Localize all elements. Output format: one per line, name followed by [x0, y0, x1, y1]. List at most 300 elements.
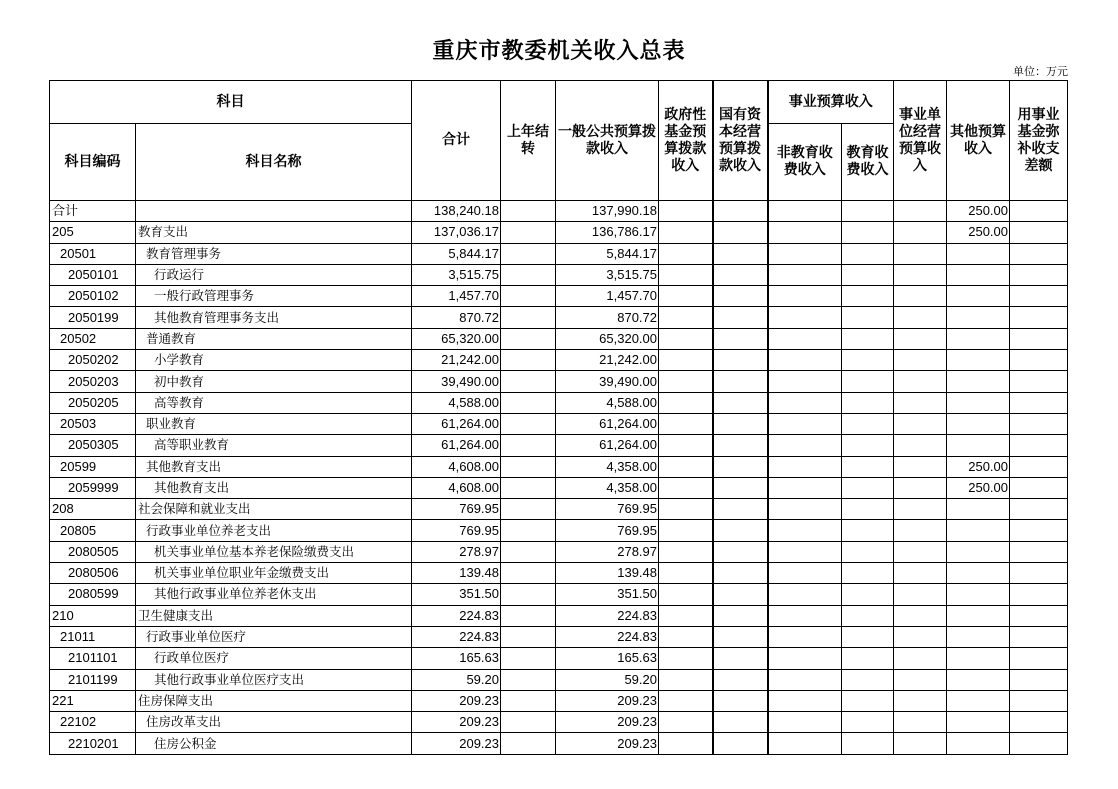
cell-operating — [894, 499, 947, 520]
table-row — [50, 605, 1068, 626]
cell-total: 209.23 — [412, 712, 501, 733]
cell-state-owned — [713, 435, 768, 456]
table-row — [50, 626, 1068, 647]
cell-other — [947, 350, 1010, 371]
cell-edu — [842, 499, 894, 520]
table-row — [50, 648, 1068, 669]
cell-name: 住房保障支出 — [136, 690, 412, 711]
cell-operating — [894, 307, 947, 328]
cell-operating — [894, 584, 947, 605]
cell-carryover — [501, 584, 556, 605]
cell-operating — [894, 733, 947, 754]
cell-fund-balance — [1010, 541, 1068, 562]
cell-total: 139.48 — [412, 563, 501, 584]
cell-fund-balance — [1010, 350, 1068, 371]
cell-gov-fund — [659, 712, 713, 733]
cell-state-owned — [713, 243, 768, 264]
cell-operating — [894, 669, 947, 690]
cell-carryover — [501, 201, 556, 222]
cell-carryover — [501, 350, 556, 371]
cell-state-owned — [713, 201, 768, 222]
cell-code: 2080599 — [50, 584, 136, 605]
header-state-owned: 国有资本经营预算拨款收入 — [713, 81, 768, 201]
cell-carryover — [501, 435, 556, 456]
cell-gov-fund — [659, 626, 713, 647]
cell-general-budget: 21,242.00 — [556, 350, 659, 371]
table-row — [50, 541, 1068, 562]
cell-name: 机关事业单位职业年金缴费支出 — [136, 563, 412, 584]
cell-state-owned — [713, 328, 768, 349]
cell-carryover — [501, 264, 556, 285]
cell-fund-balance — [1010, 733, 1068, 754]
cell-fund-balance — [1010, 563, 1068, 584]
cell-other — [947, 435, 1010, 456]
cell-state-owned — [713, 520, 768, 541]
table-row — [50, 243, 1068, 264]
cell-non-edu — [768, 456, 842, 477]
cell-operating — [894, 328, 947, 349]
table-row — [50, 413, 1068, 434]
cell-total: 224.83 — [412, 605, 501, 626]
cell-name: 机关事业单位基本养老保险缴费支出 — [136, 541, 412, 562]
cell-non-edu — [768, 413, 842, 434]
cell-general-budget: 351.50 — [556, 584, 659, 605]
table-row — [50, 328, 1068, 349]
cell-operating — [894, 243, 947, 264]
cell-name: 初中教育 — [136, 371, 412, 392]
cell-total: 21,242.00 — [412, 350, 501, 371]
cell-carryover — [501, 712, 556, 733]
cell-gov-fund — [659, 222, 713, 243]
cell-total: 870.72 — [412, 307, 501, 328]
cell-non-edu — [768, 563, 842, 584]
cell-fund-balance — [1010, 371, 1068, 392]
cell-carryover — [501, 605, 556, 626]
cell-state-owned — [713, 456, 768, 477]
cell-general-budget: 137,990.18 — [556, 201, 659, 222]
cell-operating — [894, 201, 947, 222]
cell-name: 其他教育管理事务支出 — [136, 307, 412, 328]
header-general-budget: 一般公共预算拨款收入 — [556, 81, 659, 201]
cell-fund-balance — [1010, 222, 1068, 243]
cell-carryover — [501, 690, 556, 711]
cell-operating — [894, 413, 947, 434]
cell-code: 221 — [50, 690, 136, 711]
cell-code: 20501 — [50, 243, 136, 264]
cell-operating — [894, 435, 947, 456]
table-row — [50, 712, 1068, 733]
cell-fund-balance — [1010, 286, 1068, 307]
cell-other — [947, 264, 1010, 285]
cell-other — [947, 648, 1010, 669]
cell-edu — [842, 648, 894, 669]
cell-other — [947, 371, 1010, 392]
cell-other — [947, 690, 1010, 711]
cell-non-edu — [768, 328, 842, 349]
cell-carryover — [501, 243, 556, 264]
cell-general-budget: 59.20 — [556, 669, 659, 690]
header-subject: 科目 — [50, 81, 412, 124]
cell-fund-balance — [1010, 435, 1068, 456]
cell-state-owned — [713, 307, 768, 328]
cell-code: 2050102 — [50, 286, 136, 307]
cell-other — [947, 605, 1010, 626]
cell-name: 其他教育支出 — [136, 456, 412, 477]
cell-gov-fund — [659, 371, 713, 392]
table-row — [50, 733, 1068, 754]
cell-edu — [842, 435, 894, 456]
cell-edu — [842, 307, 894, 328]
cell-edu — [842, 350, 894, 371]
cell-operating — [894, 712, 947, 733]
cell-code: 2050305 — [50, 435, 136, 456]
cell-fund-balance — [1010, 328, 1068, 349]
cell-general-budget: 65,320.00 — [556, 328, 659, 349]
cell-code: 2080506 — [50, 563, 136, 584]
table-row — [50, 286, 1068, 307]
income-summary-table — [49, 80, 1068, 755]
cell-operating — [894, 286, 947, 307]
cell-name — [136, 201, 412, 222]
cell-general-budget: 5,844.17 — [556, 243, 659, 264]
cell-total: 278.97 — [412, 541, 501, 562]
cell-carryover — [501, 499, 556, 520]
cell-gov-fund — [659, 669, 713, 690]
cell-code: 20502 — [50, 328, 136, 349]
cell-other — [947, 392, 1010, 413]
cell-gov-fund — [659, 541, 713, 562]
cell-gov-fund — [659, 563, 713, 584]
cell-fund-balance — [1010, 243, 1068, 264]
cell-code: 2050101 — [50, 264, 136, 285]
cell-total: 138,240.18 — [412, 201, 501, 222]
cell-non-edu — [768, 371, 842, 392]
cell-state-owned — [713, 541, 768, 562]
cell-operating — [894, 648, 947, 669]
cell-general-budget: 61,264.00 — [556, 435, 659, 456]
cell-gov-fund — [659, 243, 713, 264]
cell-edu — [842, 477, 894, 498]
cell-state-owned — [713, 499, 768, 520]
cell-carryover — [501, 541, 556, 562]
cell-edu — [842, 371, 894, 392]
cell-state-owned — [713, 669, 768, 690]
cell-non-edu — [768, 712, 842, 733]
header-code: 科目编码 — [50, 124, 136, 201]
cell-edu — [842, 328, 894, 349]
cell-gov-fund — [659, 392, 713, 413]
cell-total: 769.95 — [412, 520, 501, 541]
cell-name: 其他行政事业单位养老休支出 — [136, 584, 412, 605]
cell-total: 351.50 — [412, 584, 501, 605]
cell-edu — [842, 733, 894, 754]
cell-carryover — [501, 413, 556, 434]
cell-total: 65,320.00 — [412, 328, 501, 349]
cell-state-owned — [713, 413, 768, 434]
cell-general-budget: 4,358.00 — [556, 456, 659, 477]
cell-gov-fund — [659, 733, 713, 754]
table-row — [50, 201, 1068, 222]
cell-edu — [842, 520, 894, 541]
cell-non-edu — [768, 541, 842, 562]
cell-total: 209.23 — [412, 733, 501, 754]
cell-code: 20503 — [50, 413, 136, 434]
cell-code: 21011 — [50, 626, 136, 647]
cell-non-edu — [768, 605, 842, 626]
cell-name: 行政事业单位医疗 — [136, 626, 412, 647]
cell-general-budget: 209.23 — [556, 733, 659, 754]
cell-fund-balance — [1010, 712, 1068, 733]
cell-total: 769.95 — [412, 499, 501, 520]
cell-non-edu — [768, 264, 842, 285]
cell-carryover — [501, 456, 556, 477]
cell-code: 2050199 — [50, 307, 136, 328]
cell-gov-fund — [659, 350, 713, 371]
table-row — [50, 584, 1068, 605]
cell-gov-fund — [659, 328, 713, 349]
cell-general-budget: 769.95 — [556, 499, 659, 520]
unit-label: 单位：万元 — [1013, 65, 1068, 78]
header-business-budget: 事业预算收入 — [768, 81, 894, 124]
cell-code: 2050203 — [50, 371, 136, 392]
cell-operating — [894, 371, 947, 392]
cell-gov-fund — [659, 477, 713, 498]
table-body — [50, 201, 1068, 755]
cell-operating — [894, 605, 947, 626]
cell-state-owned — [713, 264, 768, 285]
cell-total: 209.23 — [412, 690, 501, 711]
cell-operating — [894, 350, 947, 371]
cell-other — [947, 413, 1010, 434]
cell-fund-balance — [1010, 669, 1068, 690]
cell-carryover — [501, 222, 556, 243]
cell-code: 2101199 — [50, 669, 136, 690]
cell-other — [947, 520, 1010, 541]
cell-non-edu — [768, 435, 842, 456]
cell-total: 137,036.17 — [412, 222, 501, 243]
cell-operating — [894, 690, 947, 711]
cell-carryover — [501, 648, 556, 669]
cell-operating — [894, 563, 947, 584]
cell-non-edu — [768, 201, 842, 222]
table-row — [50, 392, 1068, 413]
cell-code: 22102 — [50, 712, 136, 733]
cell-fund-balance — [1010, 584, 1068, 605]
table-row — [50, 563, 1068, 584]
table-row — [50, 435, 1068, 456]
cell-non-edu — [768, 243, 842, 264]
cell-non-edu — [768, 520, 842, 541]
cell-edu — [842, 669, 894, 690]
cell-other — [947, 499, 1010, 520]
cell-general-budget: 139.48 — [556, 563, 659, 584]
cell-other: 250.00 — [947, 477, 1010, 498]
header-gov-fund: 政府性基金预算拨款收入 — [659, 81, 713, 201]
cell-gov-fund — [659, 690, 713, 711]
cell-total: 3,515.75 — [412, 264, 501, 285]
table-row — [50, 350, 1068, 371]
cell-state-owned — [713, 712, 768, 733]
cell-other — [947, 563, 1010, 584]
table-row — [50, 520, 1068, 541]
cell-operating — [894, 264, 947, 285]
cell-operating — [894, 456, 947, 477]
cell-gov-fund — [659, 201, 713, 222]
cell-gov-fund — [659, 520, 713, 541]
header-non-edu: 非教育收费收入 — [768, 124, 842, 201]
cell-carryover — [501, 563, 556, 584]
cell-code: 210 — [50, 605, 136, 626]
cell-edu — [842, 690, 894, 711]
cell-total: 224.83 — [412, 626, 501, 647]
cell-general-budget: 4,358.00 — [556, 477, 659, 498]
cell-name: 住房改革支出 — [136, 712, 412, 733]
cell-total: 59.20 — [412, 669, 501, 690]
cell-operating — [894, 222, 947, 243]
cell-other: 250.00 — [947, 456, 1010, 477]
cell-edu — [842, 392, 894, 413]
cell-gov-fund — [659, 648, 713, 669]
cell-carryover — [501, 307, 556, 328]
cell-carryover — [501, 477, 556, 498]
cell-name: 高等教育 — [136, 392, 412, 413]
cell-general-budget: 61,264.00 — [556, 413, 659, 434]
cell-name: 一般行政管理事务 — [136, 286, 412, 307]
page-title: 重庆市教委机关收入总表 — [432, 39, 686, 64]
cell-operating — [894, 392, 947, 413]
cell-fund-balance — [1010, 520, 1068, 541]
cell-name: 住房公积金 — [136, 733, 412, 754]
cell-edu — [842, 201, 894, 222]
cell-non-edu — [768, 733, 842, 754]
cell-total: 61,264.00 — [412, 435, 501, 456]
cell-total: 4,588.00 — [412, 392, 501, 413]
table-row — [50, 456, 1068, 477]
cell-other — [947, 307, 1010, 328]
cell-general-budget: 769.95 — [556, 520, 659, 541]
cell-other — [947, 243, 1010, 264]
cell-other — [947, 712, 1010, 733]
cell-operating — [894, 626, 947, 647]
header-fund-balance: 用事业基金弥补收支差额 — [1010, 81, 1068, 201]
table-row — [50, 264, 1068, 285]
cell-code: 205 — [50, 222, 136, 243]
cell-edu — [842, 541, 894, 562]
cell-fund-balance — [1010, 477, 1068, 498]
cell-non-edu — [768, 392, 842, 413]
cell-general-budget: 136,786.17 — [556, 222, 659, 243]
cell-non-edu — [768, 286, 842, 307]
cell-edu — [842, 605, 894, 626]
cell-total: 4,608.00 — [412, 456, 501, 477]
table-row — [50, 371, 1068, 392]
cell-code: 2050202 — [50, 350, 136, 371]
cell-fund-balance — [1010, 626, 1068, 647]
cell-name: 其他行政事业单位医疗支出 — [136, 669, 412, 690]
cell-total: 61,264.00 — [412, 413, 501, 434]
cell-code: 20599 — [50, 456, 136, 477]
cell-total: 4,608.00 — [412, 477, 501, 498]
cell-operating — [894, 520, 947, 541]
cell-carryover — [501, 733, 556, 754]
cell-carryover — [501, 328, 556, 349]
cell-edu — [842, 222, 894, 243]
cell-carryover — [501, 371, 556, 392]
cell-name: 普通教育 — [136, 328, 412, 349]
cell-fund-balance — [1010, 307, 1068, 328]
cell-carryover — [501, 286, 556, 307]
cell-fund-balance — [1010, 499, 1068, 520]
cell-non-edu — [768, 499, 842, 520]
cell-operating — [894, 477, 947, 498]
cell-general-budget: 209.23 — [556, 712, 659, 733]
header-carryover: 上年结转 — [501, 81, 556, 201]
header-total: 合计 — [412, 81, 501, 201]
cell-fund-balance — [1010, 456, 1068, 477]
cell-code: 20805 — [50, 520, 136, 541]
cell-general-budget: 209.23 — [556, 690, 659, 711]
cell-state-owned — [713, 584, 768, 605]
cell-code: 208 — [50, 499, 136, 520]
cell-code: 2101101 — [50, 648, 136, 669]
cell-name: 行政事业单位养老支出 — [136, 520, 412, 541]
table-row — [50, 690, 1068, 711]
cell-gov-fund — [659, 435, 713, 456]
cell-non-edu — [768, 307, 842, 328]
cell-code: 2080505 — [50, 541, 136, 562]
cell-state-owned — [713, 690, 768, 711]
cell-name: 教育管理事务 — [136, 243, 412, 264]
cell-other — [947, 669, 1010, 690]
table-row — [50, 307, 1068, 328]
cell-name: 高等职业教育 — [136, 435, 412, 456]
cell-general-budget: 39,490.00 — [556, 371, 659, 392]
cell-general-budget: 3,515.75 — [556, 264, 659, 285]
cell-other — [947, 541, 1010, 562]
cell-non-edu — [768, 477, 842, 498]
header-name: 科目名称 — [136, 124, 412, 201]
cell-name: 其他教育支出 — [136, 477, 412, 498]
cell-name: 卫生健康支出 — [136, 605, 412, 626]
header-operating: 事业单位经营预算收入 — [894, 81, 947, 201]
cell-state-owned — [713, 392, 768, 413]
cell-gov-fund — [659, 307, 713, 328]
cell-fund-balance — [1010, 690, 1068, 711]
cell-state-owned — [713, 350, 768, 371]
table-row — [50, 477, 1068, 498]
cell-other — [947, 584, 1010, 605]
cell-non-edu — [768, 584, 842, 605]
cell-fund-balance — [1010, 648, 1068, 669]
cell-name: 小学教育 — [136, 350, 412, 371]
cell-carryover — [501, 669, 556, 690]
cell-edu — [842, 413, 894, 434]
cell-state-owned — [713, 286, 768, 307]
cell-name: 行政单位医疗 — [136, 648, 412, 669]
cell-general-budget: 870.72 — [556, 307, 659, 328]
cell-edu — [842, 286, 894, 307]
cell-code: 合计 — [50, 201, 136, 222]
cell-name: 教育支出 — [136, 222, 412, 243]
cell-total: 39,490.00 — [412, 371, 501, 392]
cell-non-edu — [768, 222, 842, 243]
cell-non-edu — [768, 626, 842, 647]
cell-gov-fund — [659, 413, 713, 434]
cell-gov-fund — [659, 456, 713, 477]
cell-edu — [842, 456, 894, 477]
cell-non-edu — [768, 669, 842, 690]
cell-fund-balance — [1010, 201, 1068, 222]
